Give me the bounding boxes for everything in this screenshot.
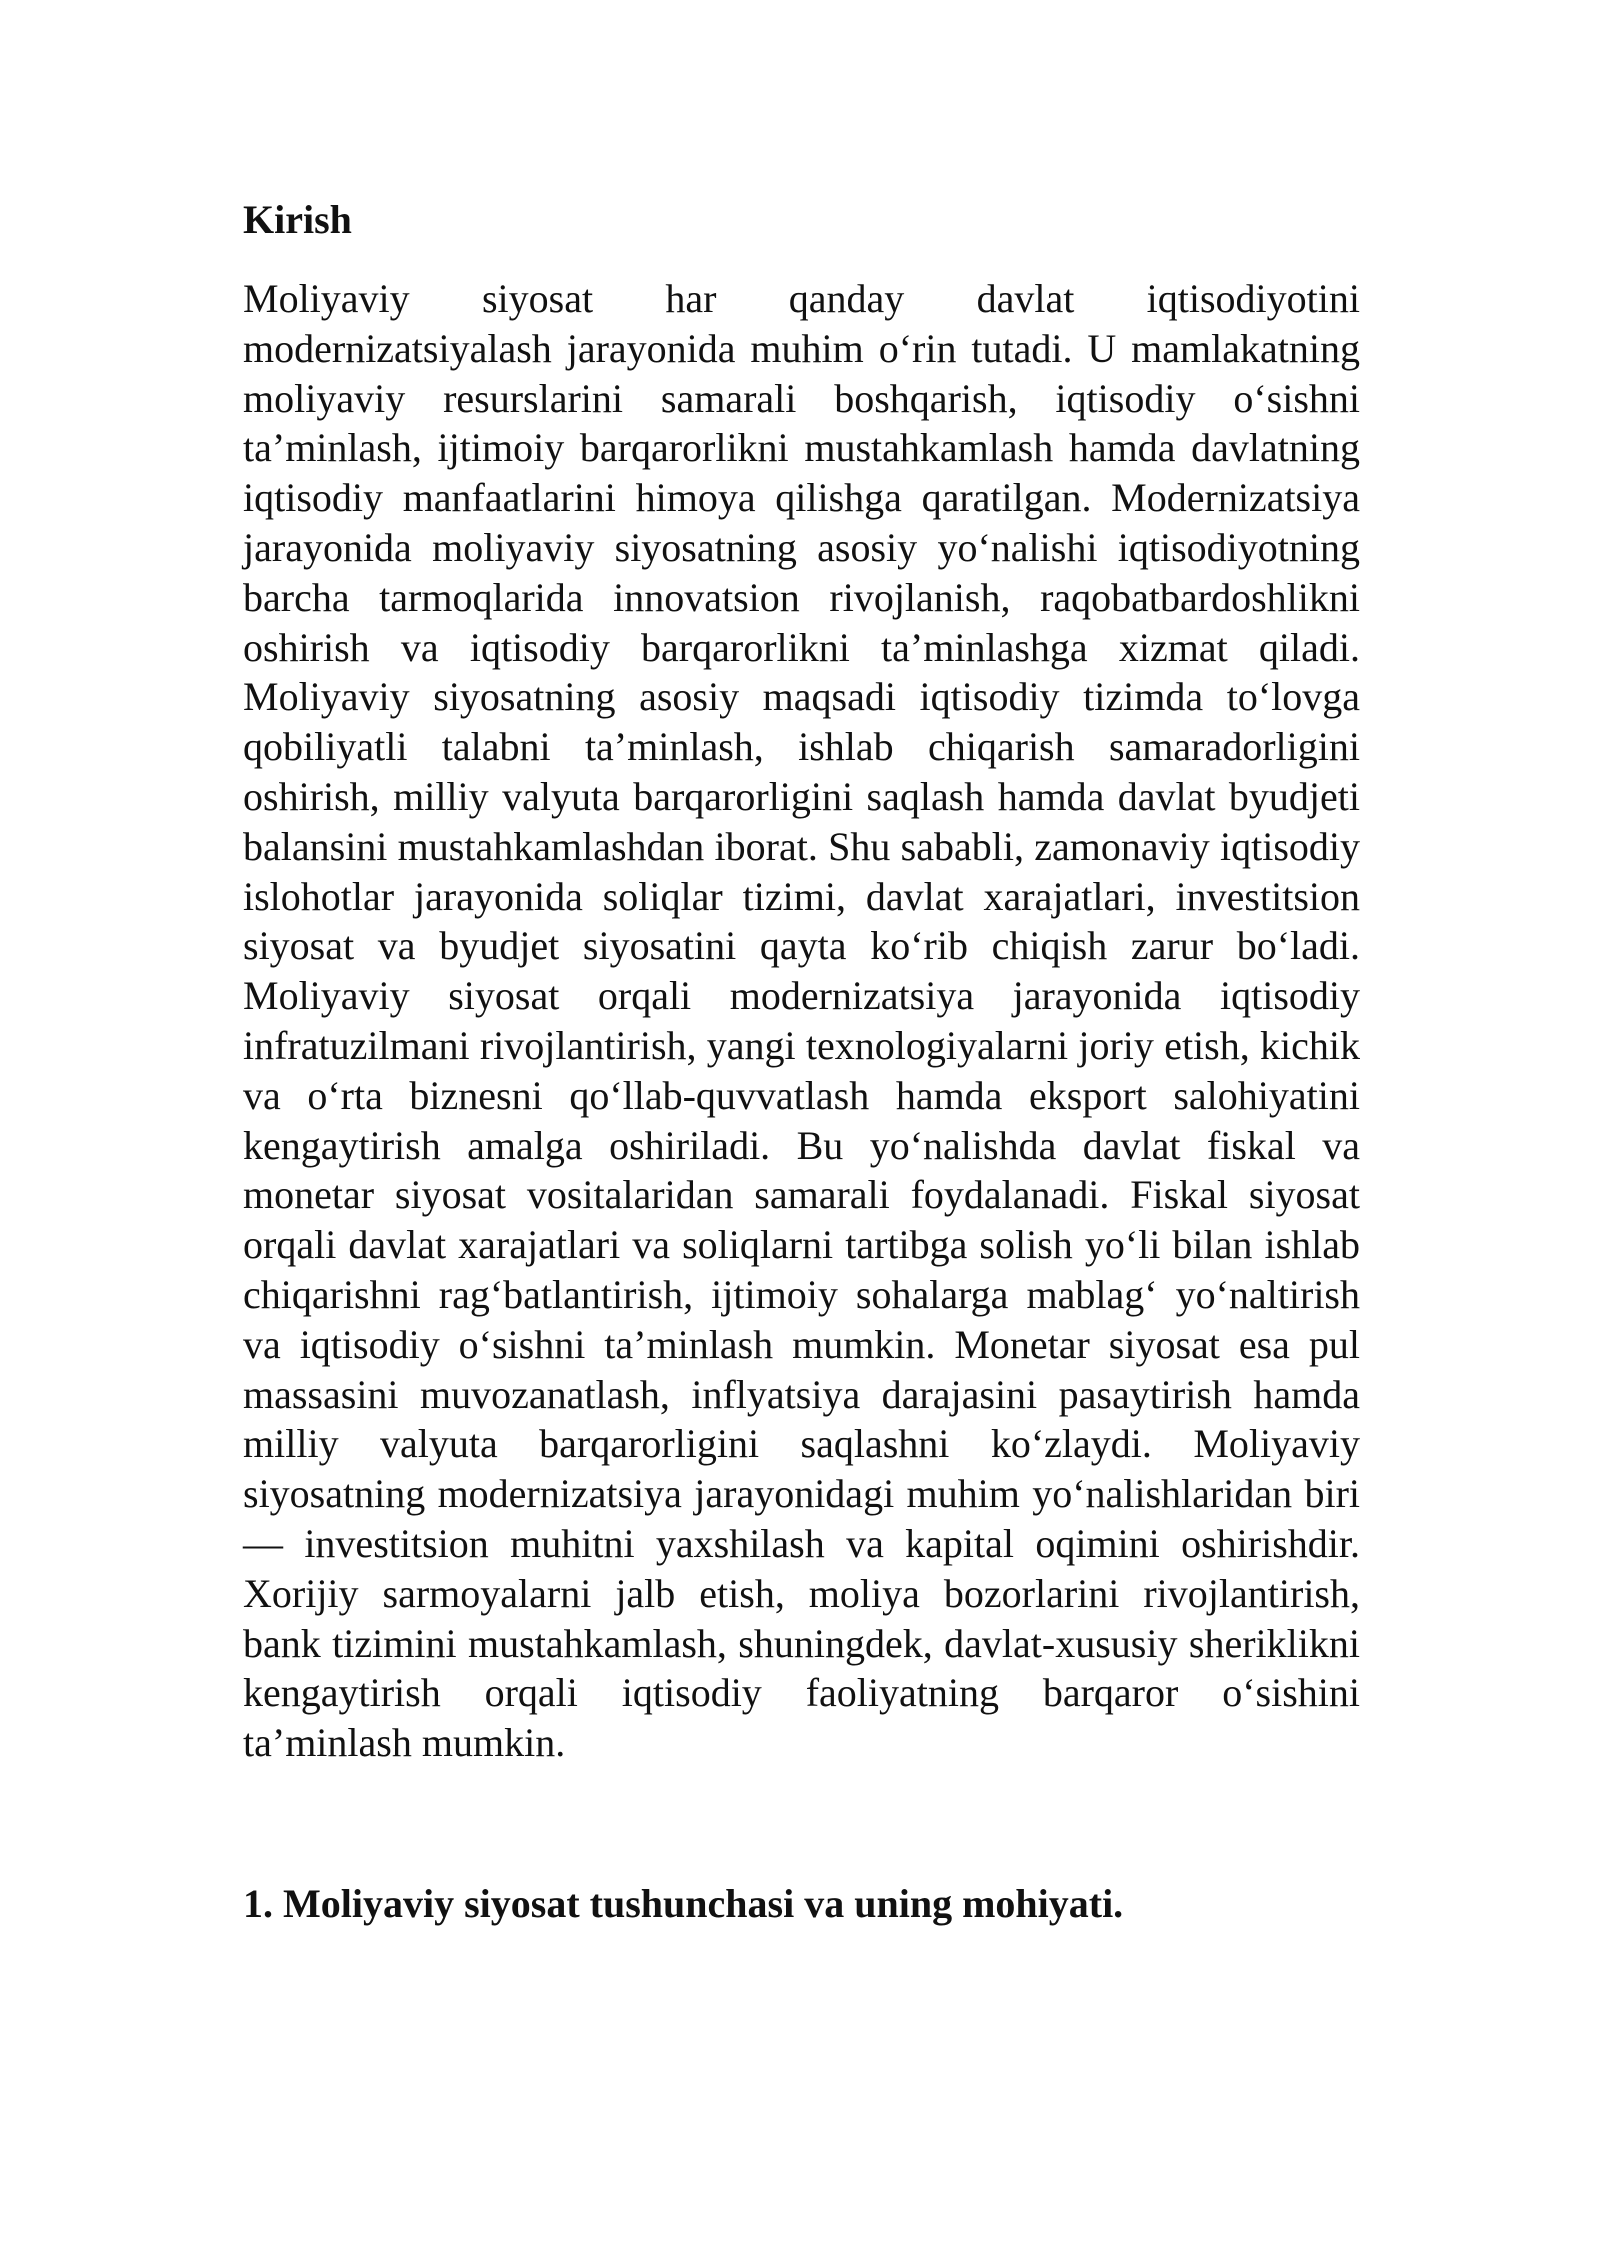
intro-paragraph: Moliyaviy siyosat har qanday davlat iqtisodiyotini modernizatsiyalash jarayonida muhim o‘rin tutadi. U mamlakatning moliyaviy resurslarini samarali boshqarish, iqtisodiy o‘sishni ta’minlash, ijtimoiy barqarorlikni mustahkamlash hamda davlatning iqtisodiy manfaatlarini himoya qilishga qaratilgan. Modernizatsiya jarayonida moliyaviy siyosatning asosiy yo‘nalishi iqtisodiyotning barcha tarmoqlarida innovatsion rivojlanish, raqobatbardoshlikni oshirish va iqtisodiy barqarorlikni ta’minlashga xizmat qiladi. Moliyaviy siyosatning asosiy maqsadi iqtisodiy tizimda to‘lovga qobiliyatli talabni ta’minlash, ishlab chiqarish samaradorligini oshirish, milliy valyuta barqarorligini saqlash hamda davlat byudjeti balansini mustahkamlashdan iborat. Shu sababli, zamonaviy iqtisodiy islohotlar jarayonida soliqlar tizimi, davlat xarajatlari, investitsion siyosat va byudjet siyosatini qayta ko‘rib chiqish zarur bo‘ladi. Moliyaviy siyosat orqali modernizatsiya jarayonida iqtisodiy infratuzilmani rivojlantirish, yangi texnologiyalarni joriy etish, kichik va o‘rta biznesni qo‘llab-quvvatlash hamda eksport salohiyatini kengaytirish amalga oshiriladi. Bu yo‘nalishda davlat fiskal va monetar siyosat vositalaridan samarali foydalanadi. Fiskal siyosat orqali davlat xarajatlari va soliqlarni tartibga solish yo‘li bilan ishlab chiqarishni rag‘batlantirish, ijtimoiy sohalarga mablag‘ yo‘naltirish va iqtisodiy o‘sishni ta’minlash mumkin. Monetar siyosat esa pul massasini muvozanatlash, inflyatsiya darajasini pasaytirish hamda milliy valyuta barqarorligini saqlashni ko‘zlaydi. Moliyaviy siyosatning modernizatsiya jarayonidagi muhim yo‘nalishlaridan biri — investitsion muhitni yaxshilash va kapital oqimini oshirishdir. Xorijiy sarmoyalarni jalb etish, moliya bozorlarini rivojlantirish, bank tizimini mustahkamlash, shuningdek, davlat-xususiy sheriklikni kengaytirish orqali iqtisodiy faoliyatning barqaror o‘sishini ta’minlash mumkin. — [243, 276, 1360, 1766]
page-content — [243, 190, 1360, 1934]
intro-heading: Kirish — [243, 197, 352, 242]
section-1-heading: 1. Moliyaviy siyosat tushunchasi va uning mohiyati. — [243, 1880, 1124, 1926]
